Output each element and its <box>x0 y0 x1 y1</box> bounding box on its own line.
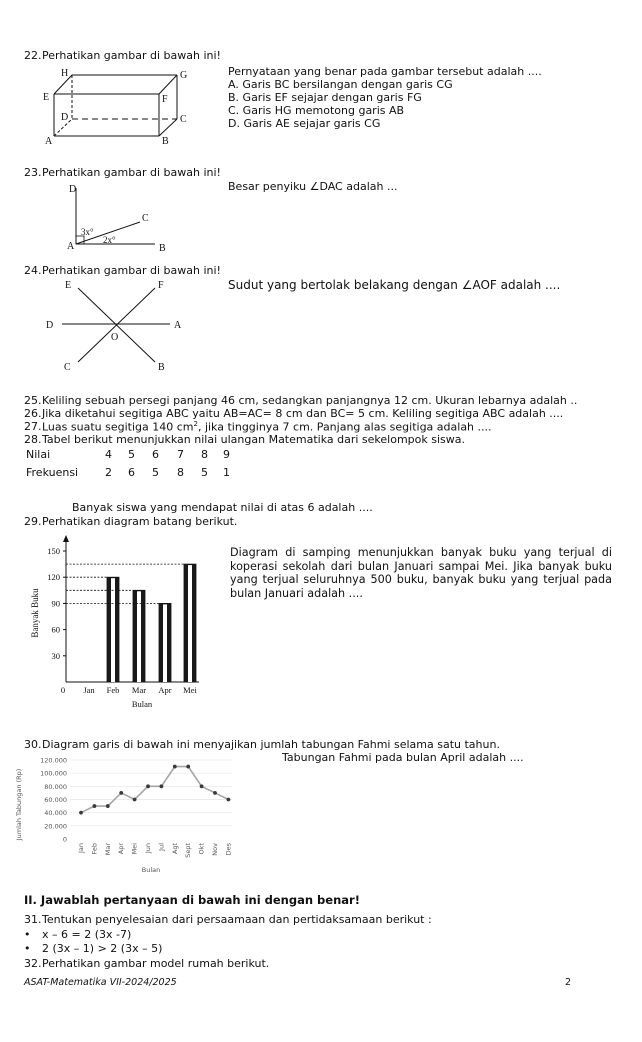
q32-number: 32. <box>24 957 42 970</box>
x-tick-label: Mar <box>131 685 147 695</box>
label-F: F <box>158 280 164 291</box>
footer-left: ASAT-Matematika VII-2024/2025 <box>24 977 177 988</box>
q22-number: 22. <box>24 49 42 62</box>
q23-statement: Besar penyiku ∠DAC adalah ... <box>228 180 398 193</box>
angle-figure <box>60 180 190 255</box>
label-F: F <box>162 94 168 105</box>
data-point <box>213 791 217 795</box>
line-chart <box>12 752 252 877</box>
y-tick-label: 120 <box>47 572 60 583</box>
y-tick-label: 60 <box>51 624 60 635</box>
data-point <box>227 798 231 802</box>
data-point <box>119 791 123 795</box>
x-axis-label: Bulan <box>131 699 153 709</box>
y-tick-label: 100.000 <box>40 769 67 778</box>
label-C: C <box>64 362 71 373</box>
x-tick-label: Jul <box>157 843 166 851</box>
q24-prompt: Perhatikan gambar di bawah ini! <box>42 264 221 277</box>
x-tick-label: Feb <box>106 685 120 695</box>
y-tick-label: 60.000 <box>44 796 67 804</box>
y-tick-label: 120.000 <box>40 756 67 765</box>
data-point <box>173 765 177 769</box>
q28-number: 28. <box>24 433 42 446</box>
data-point <box>106 804 110 808</box>
label-G: G <box>180 70 188 81</box>
y-tick-label: 0 <box>62 835 67 844</box>
q22-option-b: B. Garis EF sejajar dengan garis FG <box>228 91 422 104</box>
q30-number: 30. <box>24 738 42 751</box>
label-D: D <box>69 184 77 195</box>
x-tick-label: Okt <box>197 843 206 855</box>
section-2-title: II. Jawablah pertanyaan di bawah ini dengan benar! <box>24 893 360 907</box>
q22-option-d: D. Garis AE sejajar garis CG <box>228 117 381 130</box>
q23-prompt: Perhatikan gambar di bawah ini! <box>42 166 221 179</box>
angle-2x-label: 2x° <box>103 235 116 245</box>
q29-number: 29. <box>24 515 42 528</box>
data-point <box>79 811 83 815</box>
y-tick-label: 20.000 <box>44 822 67 831</box>
bar-highlight <box>137 591 141 682</box>
y-tick-label: 80.000 <box>44 782 67 791</box>
q27-text: Luas suatu segitiga 140 $cm^2$, jika tingginya 7 cm. Panjang alas segitiga adalah .... <box>42 420 492 434</box>
label-B: B <box>162 136 169 147</box>
x-axis-label: Bulan <box>141 866 161 874</box>
label-A: A <box>67 241 75 252</box>
x-tick-label: Apr <box>117 843 126 855</box>
x-tick-label: Apr <box>158 685 172 695</box>
intersecting-lines-figure <box>40 278 200 378</box>
data-point <box>186 765 190 769</box>
label-C: C <box>180 114 187 125</box>
x-tick-label: Jun <box>144 843 152 854</box>
table-label-frekuensi: Frekuensi <box>26 466 79 479</box>
data-point <box>146 784 150 788</box>
data-point <box>200 784 204 788</box>
q25-text: Keliling sebuah persegi panjang 46 cm, sedangkan panjangnya 12 cm. Ukuran lebarnya adalah .. <box>42 394 578 407</box>
page-number: 2 <box>565 977 572 988</box>
x-tick-label: Mei <box>183 685 197 695</box>
q22-statement: Pernyataan yang benar pada gambar tersebut adalah .... <box>228 65 542 78</box>
y-tick-label: 40.000 <box>44 809 67 818</box>
bar-chart <box>26 530 216 720</box>
table-label-nilai: Nilai <box>26 448 51 461</box>
data-point <box>160 784 164 788</box>
q28-question: Banyak siswa yang mendapat nilai di atas 6 adalah .... <box>72 501 373 514</box>
q24-statement: Sudut yang bertolak belakang dengan ∠AOF adalah .... <box>228 278 561 292</box>
y-axis-arrow <box>63 535 69 542</box>
q23-number: 23. <box>24 166 42 179</box>
bar-highlight <box>163 604 167 682</box>
label-B: B <box>159 243 166 254</box>
x-tick-label: Jan <box>77 843 85 854</box>
q25-number: 25. <box>24 394 42 407</box>
x-tick-label: Jan <box>83 685 95 695</box>
q22-option-a: A. Garis BC bersilangan dengan garis CG <box>228 78 453 91</box>
bar-highlight <box>188 565 192 682</box>
q26-text: Jika diketahui segitiga ABC yaitu AB=AC= 8 cm dan BC= 5 cm. Keliling segitiga ABC adalah .... <box>42 407 564 420</box>
x-tick-label: Des <box>224 843 233 856</box>
x-tick-label: Nov <box>211 843 219 856</box>
q29-paragraph: Diagram di samping menunjukkan banyak buku yang terjual di koperasi sekolah dari bulan Januari sampai Mei. Jika banyak buku yang terjual seluruhnya 500 buku, banyak buku yang terjual pada bulan Januari adalah .... <box>230 546 612 600</box>
q27-number: 27. <box>24 420 42 433</box>
label-H: H <box>61 68 69 79</box>
label-E: E <box>43 92 50 103</box>
cuboid-figure <box>40 66 200 146</box>
x-tick-label: Mei <box>130 843 139 855</box>
x-tick-label: Mar <box>103 843 112 856</box>
y-tick-label: 30 <box>51 650 60 661</box>
label-A: A <box>45 136 53 147</box>
label-D: D <box>61 112 69 123</box>
q30-prompt: Diagram garis di bawah ini menyajikan jumlah tabungan Fahmi selama satu tahun. <box>42 738 500 751</box>
q31-text: Tentukan penyelesaian dari persaamaan dan pertidaksamaan berikut : <box>42 913 432 926</box>
q32-text: Perhatikan gambar model rumah berikut. <box>42 957 270 970</box>
y-tick-label: 150 <box>47 546 60 556</box>
q31-number: 31. <box>24 913 42 926</box>
label-O: O <box>111 332 119 343</box>
q24-number: 24. <box>24 264 42 277</box>
x-tick-label: Feb <box>90 843 99 855</box>
q22-prompt: Perhatikan gambar di bawah ini! <box>42 49 221 62</box>
y-axis-label: Jumlah Tabungan (Rp) <box>15 768 23 841</box>
y-axis-label: Banyak Buku <box>30 588 40 638</box>
data-point <box>133 798 137 802</box>
y-tick-label: 90 <box>51 598 60 609</box>
bar-highlight <box>111 578 115 682</box>
label-A: A <box>174 320 182 331</box>
q26-number: 26. <box>24 407 42 420</box>
q30-question: Tabungan Fahmi pada bulan April adalah .... <box>282 751 524 764</box>
label-B: B <box>158 362 165 373</box>
data-point <box>93 804 97 808</box>
q22-option-c: C. Garis HG memotong garis AB <box>228 104 405 117</box>
label-C: C <box>142 213 149 224</box>
angle-3x-label: 3x° <box>81 227 94 237</box>
label-E: E <box>65 280 72 291</box>
q29-prompt: Perhatikan diagram batang berikut. <box>42 515 238 528</box>
label-D: D <box>46 320 54 331</box>
origin-label: 0 <box>60 685 66 695</box>
q28-text: Tabel berikut menunjukkan nilai ulangan Matematika dari sekelompok siswa. <box>42 433 466 446</box>
x-tick-label: Sept <box>184 843 193 858</box>
x-tick-label: Agt <box>170 843 179 855</box>
